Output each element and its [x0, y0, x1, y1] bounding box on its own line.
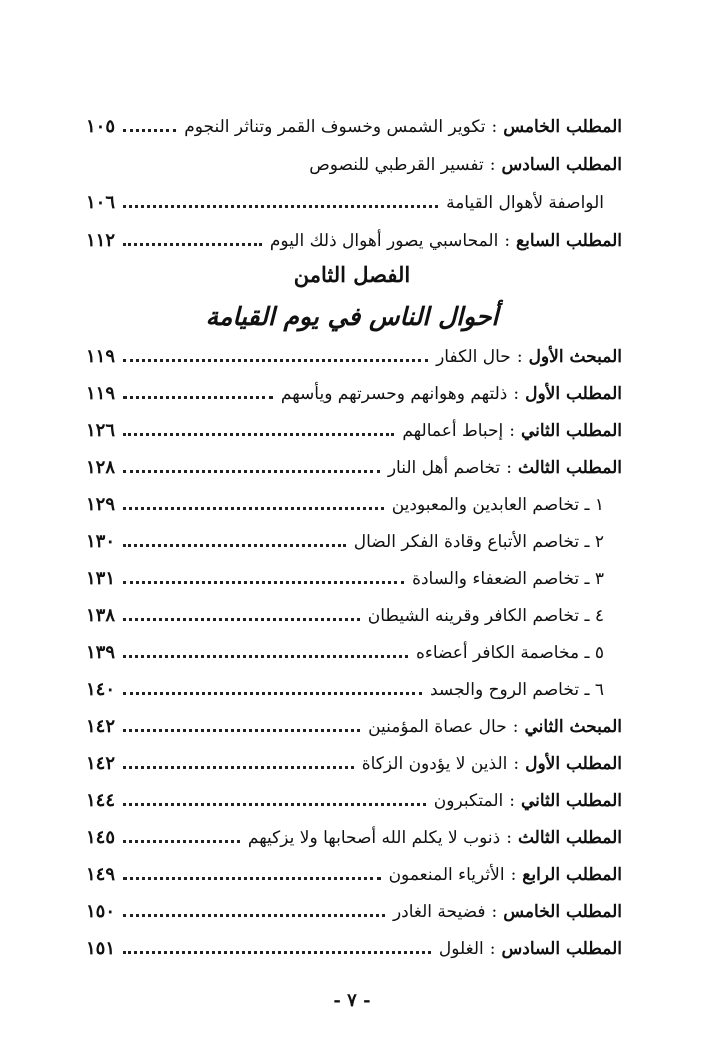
entry-topic: الغلول	[438, 939, 484, 959]
toc-entry: المطلب الثالث : ذنوب لا يكلم الله أصحابها ولا يزكيهم ١٤٥	[86, 823, 622, 853]
entry-topic: حال عصاة المؤمنين	[368, 717, 507, 737]
entry-page: ١٤٠	[86, 679, 116, 700]
toc-entry: المطلب الثالث : تخاصم أهل النار ١٢٨	[86, 453, 622, 483]
leader-dots	[123, 431, 394, 436]
entry-topic: ٦ ـ تخاصم الروح والجسد	[429, 680, 604, 700]
entry-page: ١٤٩	[86, 864, 116, 885]
entry-topic: الواصفة لأهوال القيامة	[446, 193, 604, 213]
entry-label: المطلب الأول	[525, 384, 622, 404]
entry-topic: حال الكفار	[436, 347, 511, 367]
entry-page: ١١٢	[86, 230, 116, 251]
entry-label: المطلب الخامس	[503, 117, 622, 137]
leader-dots	[123, 357, 428, 362]
entry-page: ١١٩	[86, 346, 116, 367]
toc-subentry	[86, 527, 604, 557]
entry-page: ١٤٤	[86, 790, 116, 811]
leader-dots	[123, 838, 240, 843]
entry-topic: تخاصم أهل النار	[387, 458, 501, 478]
toc-entry: المطلب الرابع : الأثرياء المنعمون ١٤٩	[86, 860, 622, 890]
toc-entry: المطلب الخامس : فضيحة الغادر ١٥٠	[86, 897, 622, 927]
entry-page: ١٣١	[86, 568, 116, 589]
leader-dots	[123, 505, 384, 510]
leader-dots	[123, 764, 354, 769]
entry-topic: ٤ ـ تخاصم الكافر وقرينه الشيطان	[367, 606, 604, 626]
entry-page: ١٣٠	[86, 531, 116, 552]
chapter-title: الفصل الثامن	[293, 262, 411, 287]
toc-entry: المطلب السادس : الغلول ١٥١	[86, 934, 622, 964]
entry-page: ١٤٢	[86, 753, 116, 774]
entry-label: المطلب السادس	[501, 939, 622, 959]
entry-page: ١٥١	[86, 938, 116, 959]
leader-dots	[123, 127, 176, 132]
entry-label: المطلب السابع	[516, 231, 622, 251]
page-number: - ٧ -	[333, 990, 371, 1011]
entry-page: ١٣٩	[86, 642, 116, 663]
leader-dots	[123, 394, 273, 399]
entry-label: المطلب الثاني	[520, 421, 622, 441]
leader-dots	[123, 542, 346, 547]
entry-topic: المحاسبي يصور أهوال ذلك اليوم	[269, 231, 499, 251]
entry-label: المبحث الأول	[528, 347, 622, 367]
entry-topic: تكوير الشمس وخسوف القمر وتناثر النجوم	[184, 117, 486, 137]
leader-dots	[123, 801, 426, 806]
leader-dots	[123, 241, 262, 246]
leader-dots	[123, 653, 408, 658]
leader-dots	[123, 912, 385, 917]
entry-topic: المتكبرون	[433, 791, 504, 811]
entry-topic: تفسير القرطبي للنصوص	[309, 155, 484, 175]
leader-dots	[123, 690, 422, 695]
toc-entry: المطلب الأول : الذين لا يؤدون الزكاة ١٤٢	[86, 749, 622, 779]
entry-topic: ٣ ـ تخاصم الضعفاء والسادة	[412, 569, 604, 589]
leader-dots	[123, 875, 381, 880]
toc-entry: المطلب السابع : المحاسبي يصور أهوال ذلك اليوم ١١٢	[86, 226, 622, 256]
entry-page: ١٢٨	[86, 457, 116, 478]
entry-label: المطلب الخامس	[503, 902, 622, 922]
entry-topic: ٥ ـ مخاصمة الكافر أعضاءه	[415, 643, 604, 663]
entry-page: ١٢٩	[86, 494, 116, 515]
leader-dots	[123, 727, 360, 732]
entry-topic: ذلتهم وهوانهم وحسرتهم ويأسهم	[280, 384, 508, 404]
leader-dots	[123, 203, 438, 208]
entry-page: ١١٩	[86, 383, 116, 404]
entry-topic: ذنوب لا يكلم الله أصحابها ولا يزكيهم	[247, 828, 501, 848]
entry-label: المطلب الثالث	[517, 458, 622, 478]
entry-label: المطلب الثالث	[517, 828, 622, 848]
toc-subentry	[86, 564, 604, 594]
entry-page: ١٠٦	[86, 192, 116, 213]
entry-topic: الذين لا يؤدون الزكاة	[361, 754, 508, 774]
entry-topic: ٢ ـ تخاصم الأتباع وقادة الفكر الضال	[353, 532, 604, 552]
toc-entry: المبحث الأول : حال الكفار ١١٩	[86, 342, 622, 372]
leader-dots	[123, 949, 431, 954]
toc-entry: المبحث الثاني : حال عصاة المؤمنين ١٤٢	[86, 712, 622, 742]
entry-page: ١٠٥	[86, 116, 116, 137]
entry-page: ١٤٥	[86, 827, 116, 848]
entry-topic: ١ ـ تخاصم العابدين والمعبودين	[391, 495, 604, 515]
entry-label: المطلب الأول	[525, 754, 622, 774]
chapter-subtitle: أحوال الناس في يوم القيامة	[205, 302, 499, 331]
leader-dots	[123, 468, 380, 473]
toc-entry: المطلب الأول : ذلتهم وهوانهم وحسرتهم ويأسهم ١١٩	[86, 379, 622, 409]
entry-label: المطلب السادس	[501, 155, 622, 175]
toc-subentry	[86, 601, 604, 631]
entry-topic: الأثرياء المنعمون	[388, 865, 505, 885]
toc-entry-continuation	[86, 188, 604, 218]
entry-label: المطلب الرابع	[522, 865, 622, 885]
entry-topic: إحباط أعمالهم	[402, 421, 504, 441]
entry-label: المطلب الثاني	[520, 791, 622, 811]
entry-label: المبحث الثاني	[524, 717, 622, 737]
entry-page: ١٤٢	[86, 716, 116, 737]
entry-page: ١٣٨	[86, 605, 116, 626]
entry-page: ١٥٠	[86, 901, 116, 922]
entry-topic: فضيحة الغادر	[392, 902, 486, 922]
leader-dots	[123, 579, 404, 584]
leader-dots	[123, 616, 360, 621]
toc-entry: المطلب الخامس : تكوير الشمس وخسوف القمر وتناثر النجوم ١٠٥	[86, 112, 622, 142]
toc-subentry	[86, 638, 604, 668]
toc-subentry	[86, 490, 604, 520]
entry-page: ١٢٦	[86, 420, 116, 441]
toc-entry: المطلب الثاني : المتكبرون ١٤٤	[86, 786, 622, 816]
toc-entry: المطلب الثاني : إحباط أعمالهم ١٢٦	[86, 416, 622, 446]
toc-subentry	[86, 675, 604, 705]
toc-entry: المطلب السادس : تفسير القرطبي للنصوص	[86, 150, 622, 180]
